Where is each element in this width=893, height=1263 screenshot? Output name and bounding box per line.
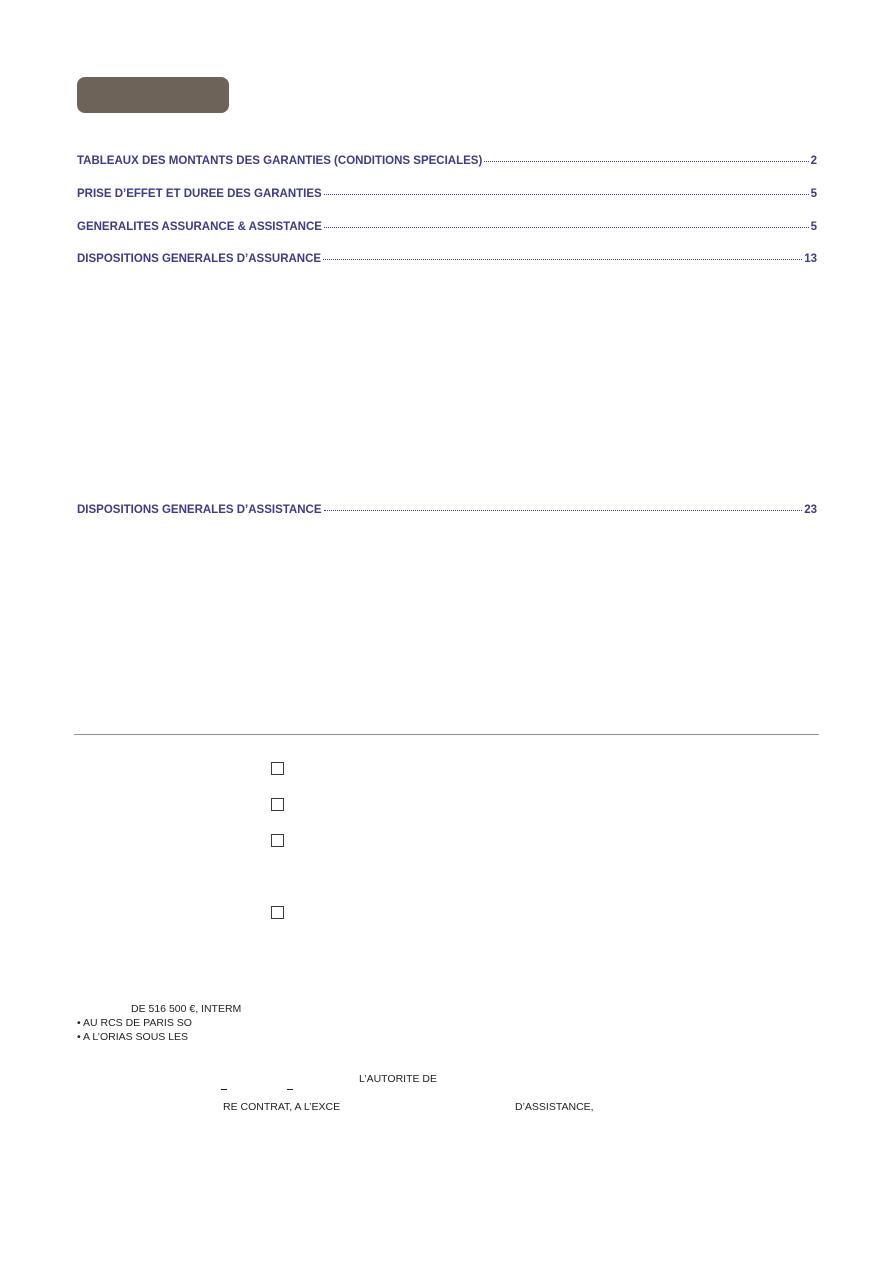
toc-label: DISPOSITIONS GENERALES D’ASSISTANCE [77,504,322,517]
section-divider [74,734,819,735]
toc-page: 13 [804,253,817,266]
toc-label: PRISE D’EFFET ET DUREE DES GARANTIES [77,188,322,201]
toc-label: DISPOSITIONS GENERALES D’ASSURANCE [77,253,322,266]
toc-entry-prise-effet[interactable] [77,188,817,200]
toc-leader [324,502,803,511]
footer-dash [287,1089,293,1090]
footer-orias-text: • A L’ORIAS SOUS LES [77,1031,189,1043]
toc-leader [324,186,809,195]
footer-rcs-text: • AU RCS DE PARIS SO [77,1017,192,1029]
toc-page: 5 [810,221,817,234]
footer-contrat-text: RE CONTRAT, A L’EXCE [223,1101,341,1113]
checkbox-4[interactable] [271,906,284,919]
toc-entry-dispositions-assurance[interactable] [77,253,817,265]
toc-page: 5 [810,188,817,201]
checkbox-2[interactable] [271,798,284,811]
toc-page: 23 [804,504,817,517]
toc-leader [323,251,802,260]
toc-entry-dispositions-assistance[interactable] [77,504,817,516]
toc-page: 2 [810,155,817,168]
header-tab [77,77,229,113]
toc-entry-tableaux[interactable] [77,155,817,167]
footer-autorite-text: L’AUTORITE DE [359,1073,437,1085]
toc-label: GENERALITES ASSURANCE & ASSISTANCE [77,221,322,234]
toc-leader [324,219,809,228]
toc-label: TABLEAUX DES MONTANTS DES GARANTIES (CONDITIONS SPECIALES) [77,155,483,168]
toc-entry-generalites[interactable] [77,221,817,233]
footer-assistance-text: D’ASSISTANCE, [515,1101,594,1113]
checkbox-3[interactable] [271,834,284,847]
toc-leader [484,153,808,162]
checkbox-1[interactable] [271,762,284,775]
footer-capital-text: DE 516 500 €, INTERM [131,1003,242,1015]
footer-dash [221,1089,227,1090]
